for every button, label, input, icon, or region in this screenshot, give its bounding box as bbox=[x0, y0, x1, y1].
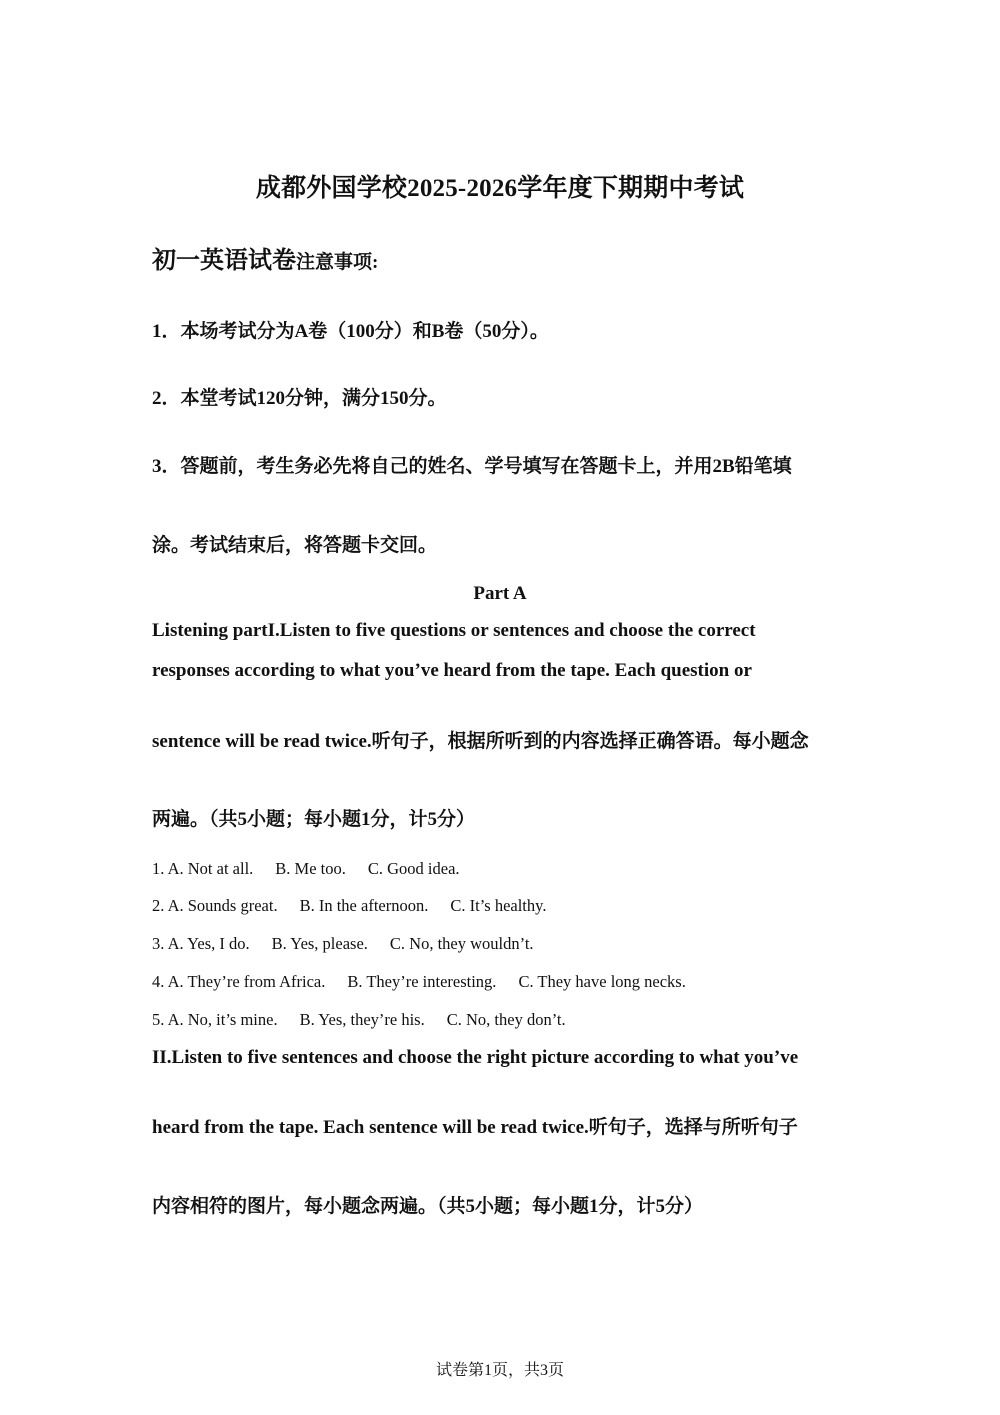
question-row bbox=[152, 896, 546, 916]
option-b: B. Yes, please. bbox=[271, 934, 368, 953]
option-c: C. It’s healthy. bbox=[450, 896, 547, 915]
section2-instruction-line: heard from the tape. Each sentence will be read twice.听句子，选择与所听句子 bbox=[152, 1117, 798, 1138]
notice-item: 3．答题前，考生务必先将自己的姓名、学号填写在答题卡上，并用2B铅笔填 bbox=[152, 456, 792, 477]
notice-item-continued: 涂。考试结束后，将答题卡交回。 bbox=[152, 535, 438, 556]
subject-label: 初一英语试卷 bbox=[152, 248, 296, 274]
exam-title: 成都外国学校2025-2026学年度下期期中考试 bbox=[255, 175, 745, 202]
question-row bbox=[152, 972, 686, 992]
option-b: B. Yes, they’re his. bbox=[299, 1010, 425, 1029]
exam-subtitle bbox=[152, 240, 378, 275]
section2-instruction-line: II.Listen to five sentences and choose the right picture according to what you’ve bbox=[152, 1047, 799, 1068]
option-c: C. Good idea. bbox=[367, 859, 460, 878]
option-a: 5. A. No, it’s mine. bbox=[152, 1010, 278, 1029]
section2-instruction-line: 内容相符的图片，每小题念两遍。（共5小题；每小题1分，计5分） bbox=[152, 1196, 704, 1217]
option-b: B. They’re interesting. bbox=[347, 972, 497, 991]
section1-instruction-line: Listening partI.Listen to five questions or sentences and choose the correct bbox=[152, 620, 756, 641]
option-a: 1. A. Not at all. bbox=[152, 859, 254, 878]
option-b: B. Me too. bbox=[275, 859, 346, 878]
part-a-heading: Part A bbox=[473, 583, 527, 604]
page-footer: 试卷第1页，共3页 bbox=[435, 1362, 564, 1379]
section1-instruction-line: sentence will be read twice.听句子，根据所听到的内容选择正确答语。每小题念 bbox=[152, 731, 809, 752]
notice-item: 1．本场考试分为A卷（100分）和B卷（50分）。 bbox=[152, 321, 549, 342]
option-a: 3. A. Yes, I do. bbox=[152, 934, 250, 953]
option-c: C. They have long necks. bbox=[518, 972, 686, 991]
option-c: C. No, they don’t. bbox=[446, 1010, 566, 1029]
option-c: C. No, they wouldn’t. bbox=[389, 934, 534, 953]
option-b: B. In the afternoon. bbox=[299, 896, 429, 915]
notice-item: 2．本堂考试120分钟，满分150分。 bbox=[152, 388, 447, 409]
question-row bbox=[152, 934, 534, 954]
option-a: 4. A. They’re from Africa. bbox=[152, 972, 326, 991]
section1-instruction-line: responses according to what you’ve heard from the tape. Each question or bbox=[152, 660, 752, 681]
option-a: 2. A. Sounds great. bbox=[152, 896, 278, 915]
notice-heading: 注意事项: bbox=[296, 252, 379, 273]
section1-instruction-line: 两遍。（共5小题；每小题1分，计5分） bbox=[152, 809, 476, 830]
question-row bbox=[152, 859, 460, 879]
question-row bbox=[152, 1010, 566, 1030]
